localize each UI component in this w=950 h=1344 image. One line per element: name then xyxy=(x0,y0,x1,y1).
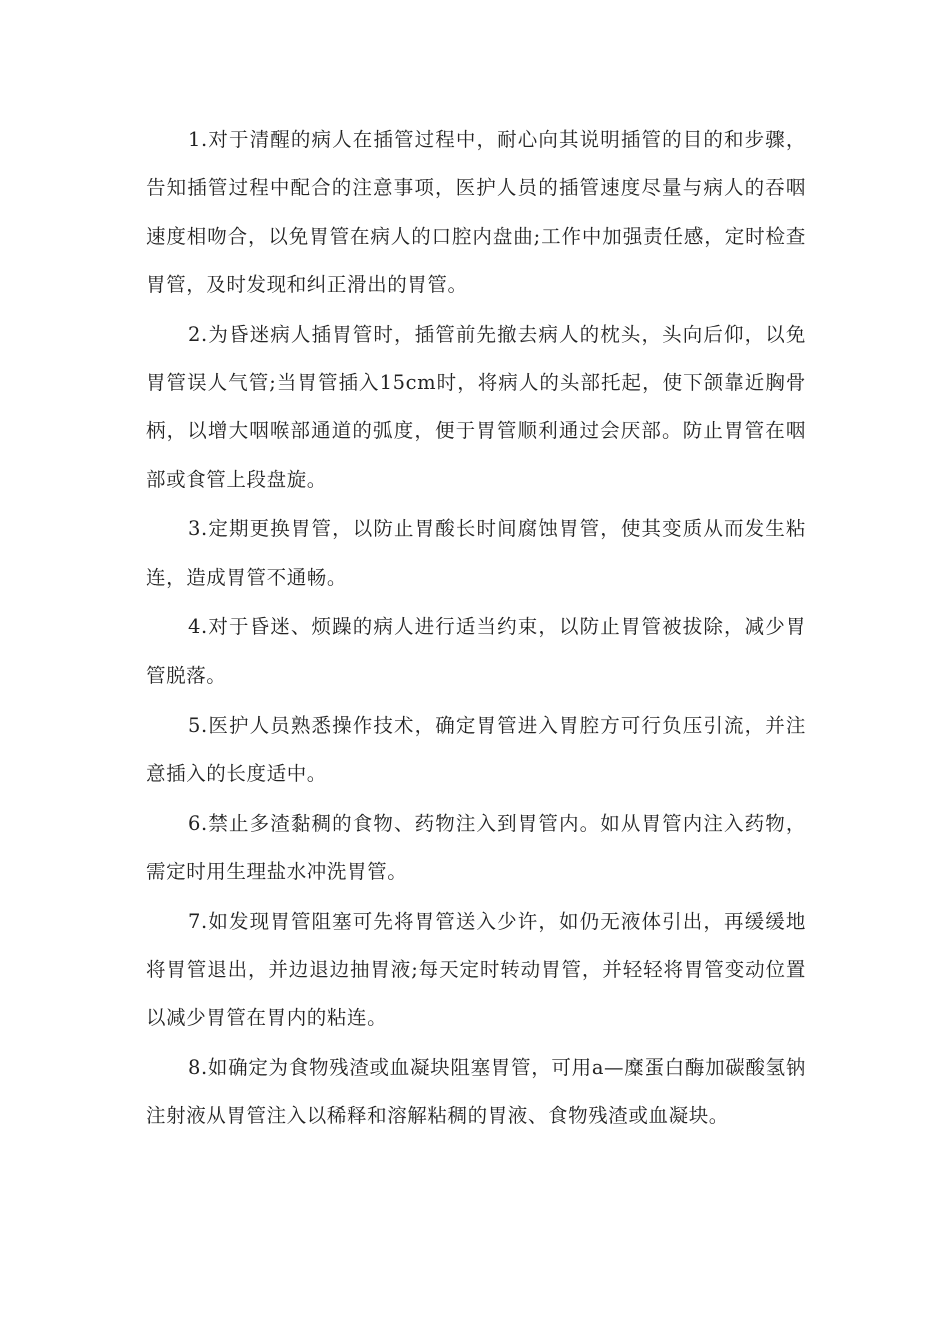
paragraph-1: 1.对于清醒的病人在插管过程中，耐心向其说明插管的目的和步骤，告知插管过程中配合的注意事项，医护人员的插管速度尽量与病人的吞咽速度相吻合，以免胃管在病人的口腔内盘曲;工作中加强责任感，定时检查胃管，及时发现和纠正滑出的胃管。 xyxy=(146,128,806,296)
paragraph-4: 4.对于昏迷、烦躁的病人进行适当约束，以防止胃管被拔除，减少胃管脱落。 xyxy=(146,615,806,687)
paragraph-3: 3.定期更换胃管，以防止胃酸长时间腐蚀胃管，使其变质从而发生粘连，造成胃管不通畅。 xyxy=(146,517,806,589)
paragraph-5: 5.医护人员熟悉操作技术，确定胃管进入胃腔方可行负压引流，并注意插入的长度适中。 xyxy=(146,713,806,785)
document-body xyxy=(146,116,806,1142)
paragraph-2: 2.为昏迷病人插胃管时，插管前先撤去病人的枕头，头向后仰，以免胃管误人气管;当胃管插入15cm时，将病人的头部托起，使下颌靠近胸骨柄，以增大咽喉部通道的弧度，便于胃管顺利通过会厌部。防止胃管在咽部或食管上段盘旋。 xyxy=(146,322,806,491)
paragraph-7: 7.如发现胃管阻塞可先将胃管送入少许，如仍无液体引出，再缓缓地将胃管退出，并边退边抽胃液;每天定时转动胃管，并轻轻将胃管变动位置以减少胃管在胃内的粘连。 xyxy=(146,909,806,1030)
paragraph-8: 8.如确定为食物残渣或血凝块阻塞胃管，可用a—糜蛋白酶加碳酸氢钠注射液从胃管注入以稀释和溶解粘稠的胃液、食物残渣或血凝块。 xyxy=(146,1056,806,1128)
paragraph-6: 6.禁止多渣黏稠的食物、药物注入到胃管内。如从胃管内注入药物，需定时用生理盐水冲洗胃管。 xyxy=(146,811,806,883)
